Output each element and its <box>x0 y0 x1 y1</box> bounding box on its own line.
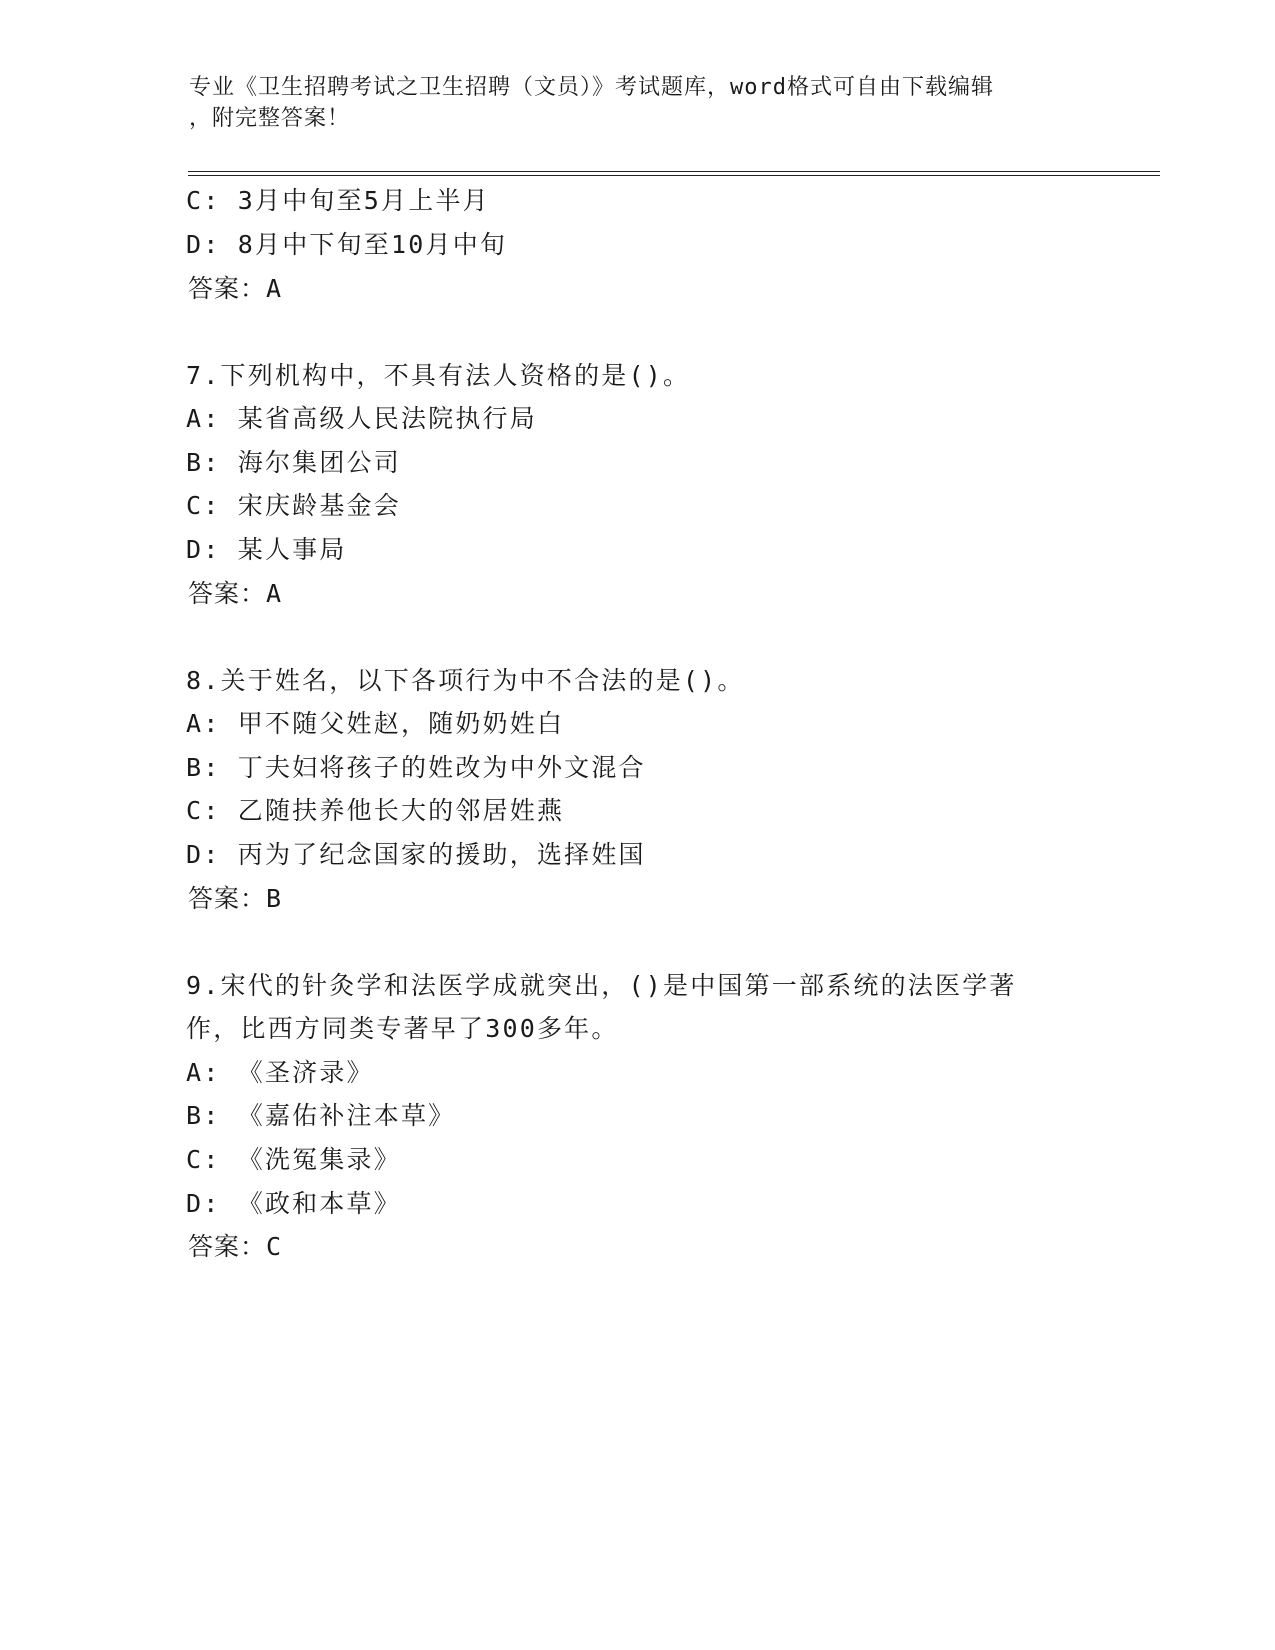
answer-line <box>188 882 281 916</box>
option-b: B: 丁夫妇将孩子的姓改为中外文混合 <box>186 753 646 782</box>
answer-label: 答案： <box>188 884 267 913</box>
option-d: D: 丙为了纪念国家的援助，选择姓国 <box>186 840 646 869</box>
answer-line <box>188 1230 281 1264</box>
option-d: D: 某人事局 <box>186 535 347 564</box>
header-line-1: 专业《卫生招聘考试之卫生招聘（文员）》考试题库，word格式可自由下载编辑 <box>189 75 994 100</box>
option-b: B: 海尔集团公司 <box>186 448 401 477</box>
option-d: D: 《政和本草》 <box>186 1189 401 1218</box>
header-rule-top <box>188 171 1160 172</box>
answer-line <box>188 272 281 306</box>
header-rule-bottom <box>188 175 1160 176</box>
answer-line <box>188 577 281 611</box>
answer-value: B <box>266 884 282 913</box>
option-c: C: 宋庆龄基金会 <box>186 491 401 520</box>
question-stem-line-1: 9.宋代的针灸学和法医学成就突出，()是中国第一部系统的法医学著 <box>186 971 1017 1000</box>
option-a: A: 某省高级人民法院执行局 <box>186 404 537 433</box>
answer-label: 答案： <box>188 579 267 608</box>
option-c: C: 乙随扶养他长大的邻居姓燕 <box>186 796 565 825</box>
option-a: A: 甲不随父姓赵，随奶奶姓白 <box>186 709 565 738</box>
option-d: D: 8月中下旬至10月中旬 <box>186 230 508 259</box>
question-stem: 7.下列机构中，不具有法人资格的是()。 <box>186 361 691 390</box>
option-a: A: 《圣济录》 <box>186 1058 374 1087</box>
question-stem: 8.关于姓名，以下各项行为中不合法的是()。 <box>186 666 745 695</box>
answer-label: 答案： <box>188 274 267 303</box>
header-line-2: ，附完整答案！ <box>189 106 351 131</box>
answer-value: A <box>266 579 282 608</box>
answer-value: A <box>266 274 282 303</box>
answer-value: C <box>266 1232 282 1261</box>
answer-label: 答案： <box>188 1232 267 1261</box>
option-b: B: 《嘉佑补注本草》 <box>186 1101 456 1130</box>
option-c: C: 3月中旬至5月上半月 <box>186 186 490 215</box>
question-stem-line-2: 作，比西方同类专著早了300多年。 <box>186 1014 619 1043</box>
option-c: C: 《洗冤集录》 <box>186 1145 401 1174</box>
